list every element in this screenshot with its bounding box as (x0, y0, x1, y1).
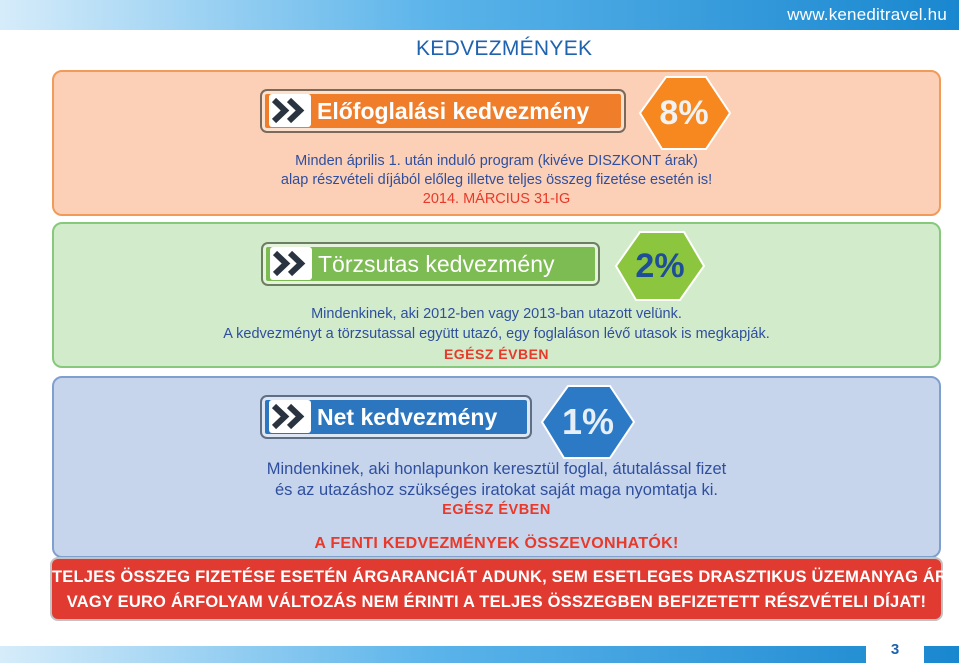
online-booking-percent-badge (540, 384, 636, 460)
online-booking-line-2: és az utazáshoz szükséges iratokat saját maga nyomtatja ki. (275, 481, 718, 499)
price-guarantee-line-1: TELJES ÖSSZEG FIZETÉSE ESETÉN ÁRGARANCIÁT ADUNK, SEM ESETLEGES DRASZTIKUS ÜZEMANYAG ÁR (52, 568, 948, 586)
loyal-traveler-period: EGÉSZ ÉVBEN (443, 346, 550, 362)
loyal-traveler-label (263, 244, 598, 284)
loyal-traveler-line-1: Mindenkinek, aki 2012-ben vagy 2013-ban utazott velünk. (311, 306, 682, 322)
early-booking-line-2: alap részvételi díjából előleg illetve teljes összeg fizetése esetén is! (280, 172, 713, 188)
early-booking-label (262, 91, 624, 131)
page-number: 3 (890, 641, 900, 658)
early-booking-name: Előfoglalási kedvezmény (317, 97, 590, 124)
page-title: KEDVEZMÉNYEK (416, 37, 593, 60)
loyal-traveler-percent: 2% (635, 246, 685, 285)
loyal-traveler-line-2: A kedvezményt a törzsutassal együtt utazó, egy foglaláson lévő utasok is megkapják. (223, 326, 770, 342)
bottom-bar (0, 646, 959, 663)
combinable-note: A FENTI KEDVEZMÉNYEK ÖSSZEVONHATÓK! (314, 535, 679, 552)
early-booking-percent-badge (636, 75, 732, 151)
online-booking-line-1: Mindenkinek, aki honlapunkon keresztül foglal, átutalással fizet (266, 460, 727, 478)
early-booking-line-1: Minden április 1. után induló program (kivéve DISZKONT árak) (295, 153, 698, 169)
online-booking-period: EGÉSZ ÉVBEN (442, 502, 551, 518)
online-booking-percent: 1% (561, 401, 615, 442)
price-guarantee-line-2: VAGY EURO ÁRFOLYAM VÁLTOZÁS NEM ÉRINTI A TELJES ÖSSZEGBEN BEFIZETETT RÉSZVÉTELI DÍJAT! (66, 593, 927, 611)
site-url[interactable]: www.keneditravel.hu (787, 5, 947, 24)
double-chevron-icon (265, 91, 317, 131)
online-booking-label (262, 397, 530, 437)
price-guarantee-banner (52, 559, 948, 619)
early-booking-deadline: 2014. MÁRCIUS 31-IG (422, 191, 571, 207)
double-chevron-icon (265, 397, 317, 437)
loyal-traveler-name: Törzsutas kedvezmény (318, 250, 555, 277)
loyal-traveler-percent-badge (614, 230, 706, 302)
online-booking-name: Net kedvezmény (317, 403, 498, 430)
double-chevron-icon (266, 244, 318, 284)
early-booking-percent: 8% (659, 93, 709, 132)
